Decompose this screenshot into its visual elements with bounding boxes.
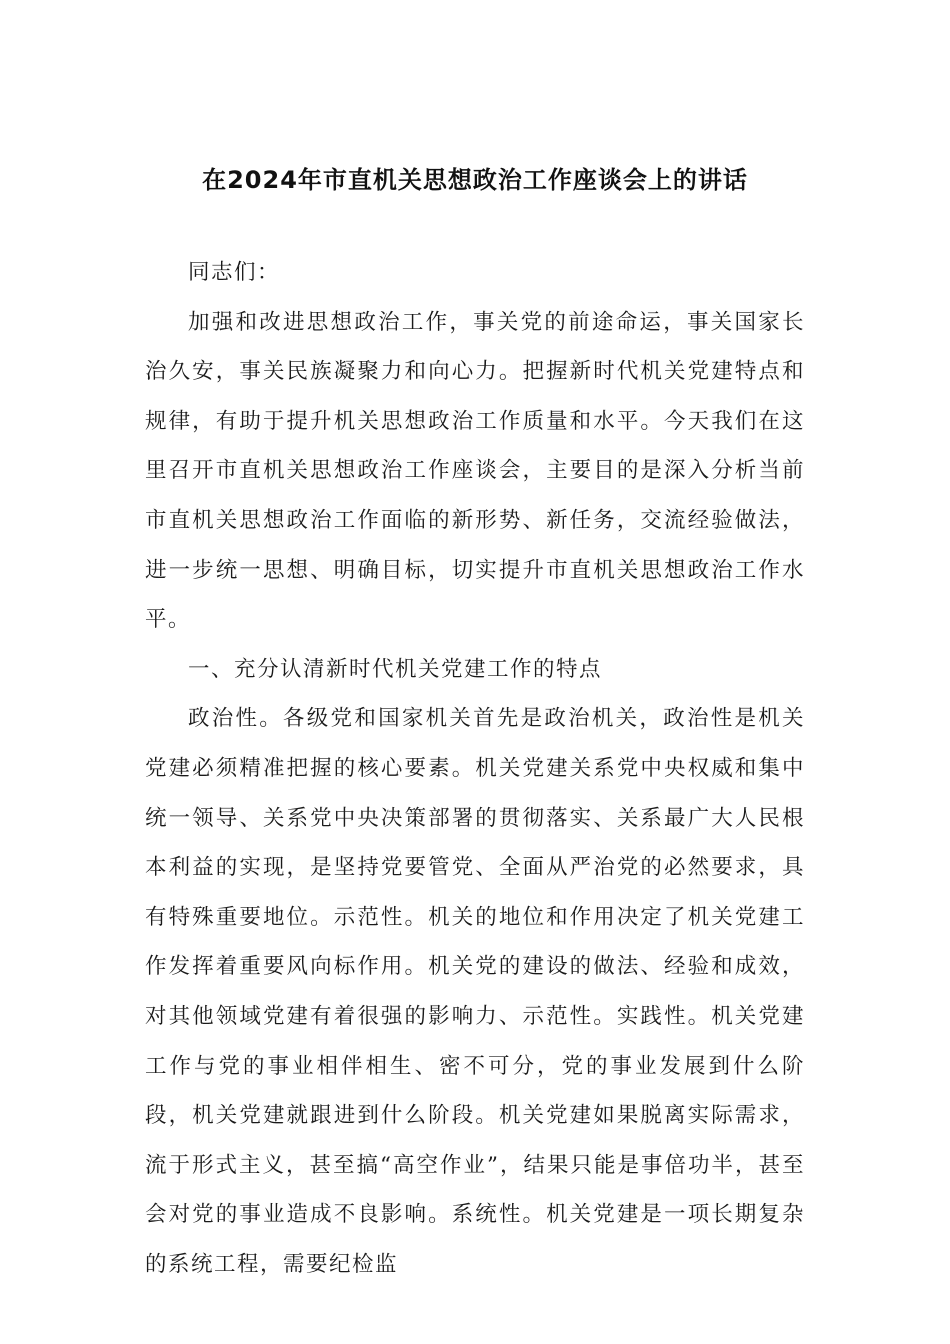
- salutation: 同志们：: [188, 260, 281, 285]
- paragraph-intro: 加强和改进思想政治工作，事关党的前途命运，事关国家长治久安，事关民族凝聚力和向心力。把握新时代机关党建特点和规律，有助于提升机关思想政治工作质量和水平。今天我们在这里召开市直机关思想政治工作座谈会，主要目的是深入分析当前市直机关思想政治工作面临的新形势、新任务，交流经验做法，进一步统一思想、明确目标，切实提升市直机关思想政治工作水平。: [145, 309, 805, 633]
- document-title: 在2024年市直机关思想政治工作座谈会上的讲话: [202, 166, 748, 194]
- section-heading: 一、充分认清新时代机关党建工作的特点: [188, 656, 603, 682]
- document-body: [145, 248, 805, 1289]
- paragraph-characteristics: 政治性。各级党和国家机关首先是政治机关，政治性是机关党建必须精准把握的核心要素。机关党建关系党中央权威和集中统一领导、关系党中央决策部署的贯彻落实、关系最广大人民根本利益的实现，是坚持党要管党、全面从严治党的必然要求，具有特殊重要地位。示范性。机关的地位和作用决定了机关党建工作发挥着重要风向标作用。机关党的建设的做法、经验和成效，对其他领域党建有着很强的影响力、示范性。实践性。机关党建工作与党的事业相伴相生、密不可分，党的事业发展到什么阶段，机关党建就跟进到什么阶段。机关党建如果脱离实际需求，流于形式主义，甚至搞“高空作业”，结果只能是事倍功半，甚至会对党的事业造成不良影响。系统性。机关党建是一项长期复杂的系统工程，需要纪检监: [145, 706, 805, 1277]
